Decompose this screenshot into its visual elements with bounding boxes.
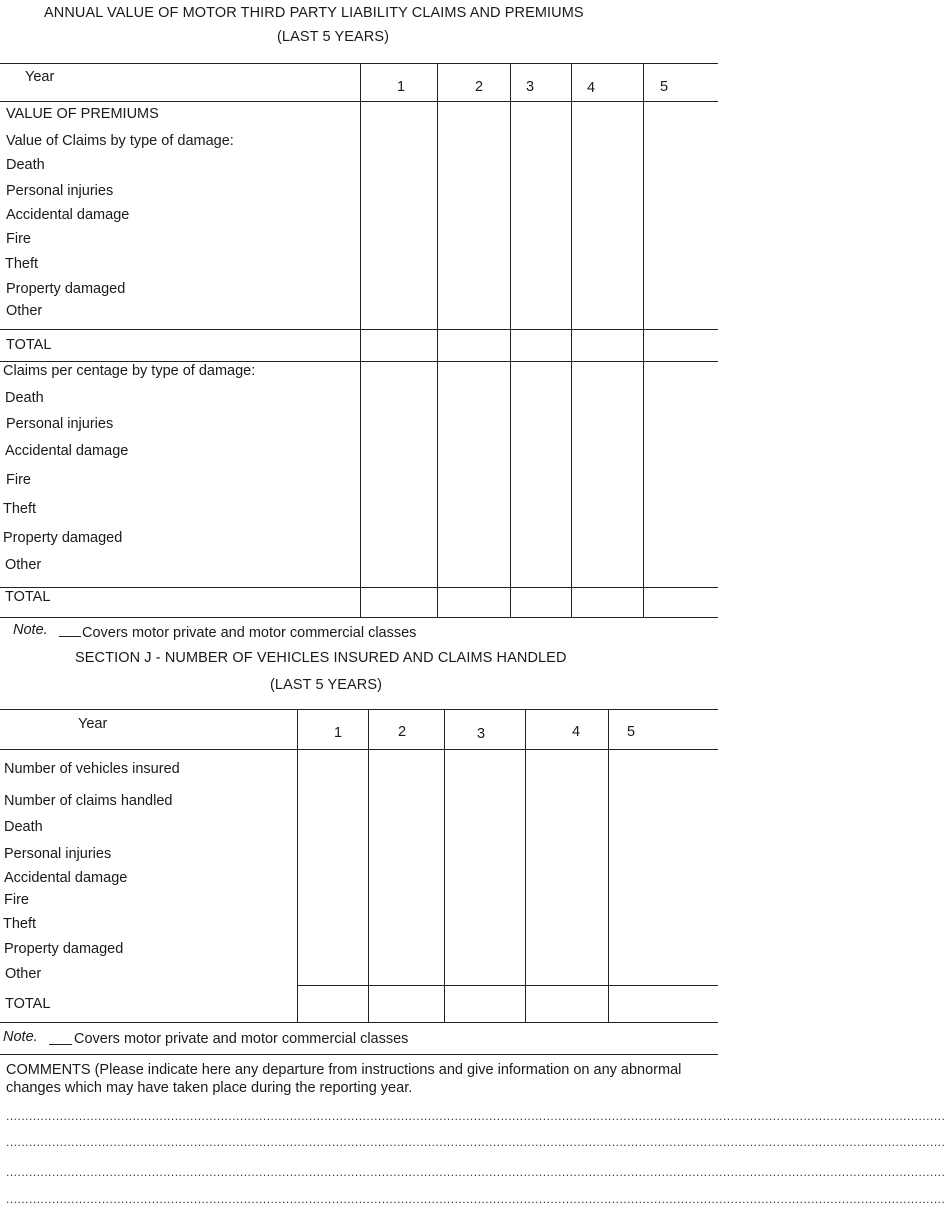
row-label: Fire [6,472,31,488]
table1-year-col: 2 [475,79,484,95]
table1-total-divider-top [0,329,718,330]
total-label: TOTAL [6,337,52,353]
table1-year-col: 3 [526,79,535,95]
table2-col-divider [368,709,369,1023]
row-label: VALUE OF PREMIUMS [6,106,159,122]
table2-subtitle: (LAST 5 YEARS) [270,677,383,693]
table2-year-col: 2 [398,724,407,740]
table1-year-col: 4 [587,80,596,96]
table2-title: SECTION J - NUMBER OF VEHICLES INSURED AND CLAIMS HANDLED [75,650,567,666]
table1-col-divider [437,63,438,618]
table1-border-top [0,63,718,64]
table1-title: ANNUAL VALUE OF MOTOR THIRD PARTY LIABILITY CLAIMS AND PREMIUMS [44,5,584,21]
row-label: Claims per centage by type of damage: [3,363,256,379]
comments-instructions: COMMENTS (Please indicate here any departure from instructions and give information on any abnormal changes which may have taken place during the reporting year. [6,1062,682,1096]
row-label: Other [5,557,42,573]
table2-col-divider [525,709,526,1023]
row-label: Death [6,157,45,173]
row-label: Property damaged [6,281,126,297]
table1-header-divider [0,101,718,102]
table1-total2-divider-top [0,587,718,588]
row-label: Accidental damage [6,207,130,223]
row-label: Accidental damage [4,870,128,886]
row-label: Property damaged [4,941,124,957]
table1-year-col: 1 [397,79,406,95]
row-label: Accidental damage [5,443,129,459]
row-label: Personal injuries [6,183,114,199]
row-label: Fire [6,231,31,247]
row-label: Property damaged [3,530,123,546]
table1-year-col: 5 [660,79,669,95]
table2-year-col: 3 [477,726,486,742]
table2-year-col: 4 [572,724,581,740]
table1-border-bottom [0,617,718,618]
comments-divider [0,1054,718,1055]
table2-year-col: 5 [627,724,636,740]
note-label: Note. [3,1029,38,1045]
note-rule [59,636,81,637]
row-label: Theft [3,916,37,932]
table2-total-divider [297,985,718,986]
table1-total-divider-bottom [0,361,718,362]
table1-col-divider [510,63,511,618]
table1-subtitle: (LAST 5 YEARS) [277,29,390,45]
table1-col-divider [643,63,644,618]
total-label: TOTAL [5,589,51,605]
row-label: Number of vehicles insured [4,761,180,777]
row-label: Death [4,819,43,835]
comment-line[interactable]: ..................................................................................................................................................................................................................................................... [6,1109,945,1123]
comment-line[interactable]: ..................................................................................................................................................................................................................................................... [6,1192,945,1206]
table2-year-col: 1 [334,725,343,741]
row-label: Value of Claims by type of damage: [6,133,234,149]
table1-col-divider [360,63,361,618]
table2-border-bottom [0,1022,718,1023]
note-text: Covers motor private and motor commercial classes [82,625,417,641]
note-text: Covers motor private and motor commercial classes [74,1031,409,1047]
row-label: Theft [3,501,37,517]
table2-border-top [0,709,718,710]
table2-year-header: Year [78,716,108,732]
row-label: Personal injuries [6,416,114,432]
comment-line[interactable]: ..................................................................................................................................................................................................................................................... [6,1165,945,1179]
row-label: Other [6,303,43,319]
row-label: Personal injuries [4,846,112,862]
row-label: Death [5,390,44,406]
table1-year-header: Year [25,69,55,85]
table2-col-divider [608,709,609,1023]
note-label: Note. [13,622,48,638]
table2-col-divider [297,709,298,1023]
total-label: TOTAL [5,996,51,1012]
row-label: Number of claims handled [4,793,173,809]
row-label: Fire [4,892,29,908]
row-label: Theft [5,256,39,272]
row-label: Other [5,966,42,982]
comment-line[interactable]: ..................................................................................................................................................................................................................................................... [6,1135,945,1149]
table2-col-divider [444,709,445,1023]
note-rule [49,1044,72,1045]
table2-header-divider [0,749,718,750]
table1-col-divider [571,63,572,618]
